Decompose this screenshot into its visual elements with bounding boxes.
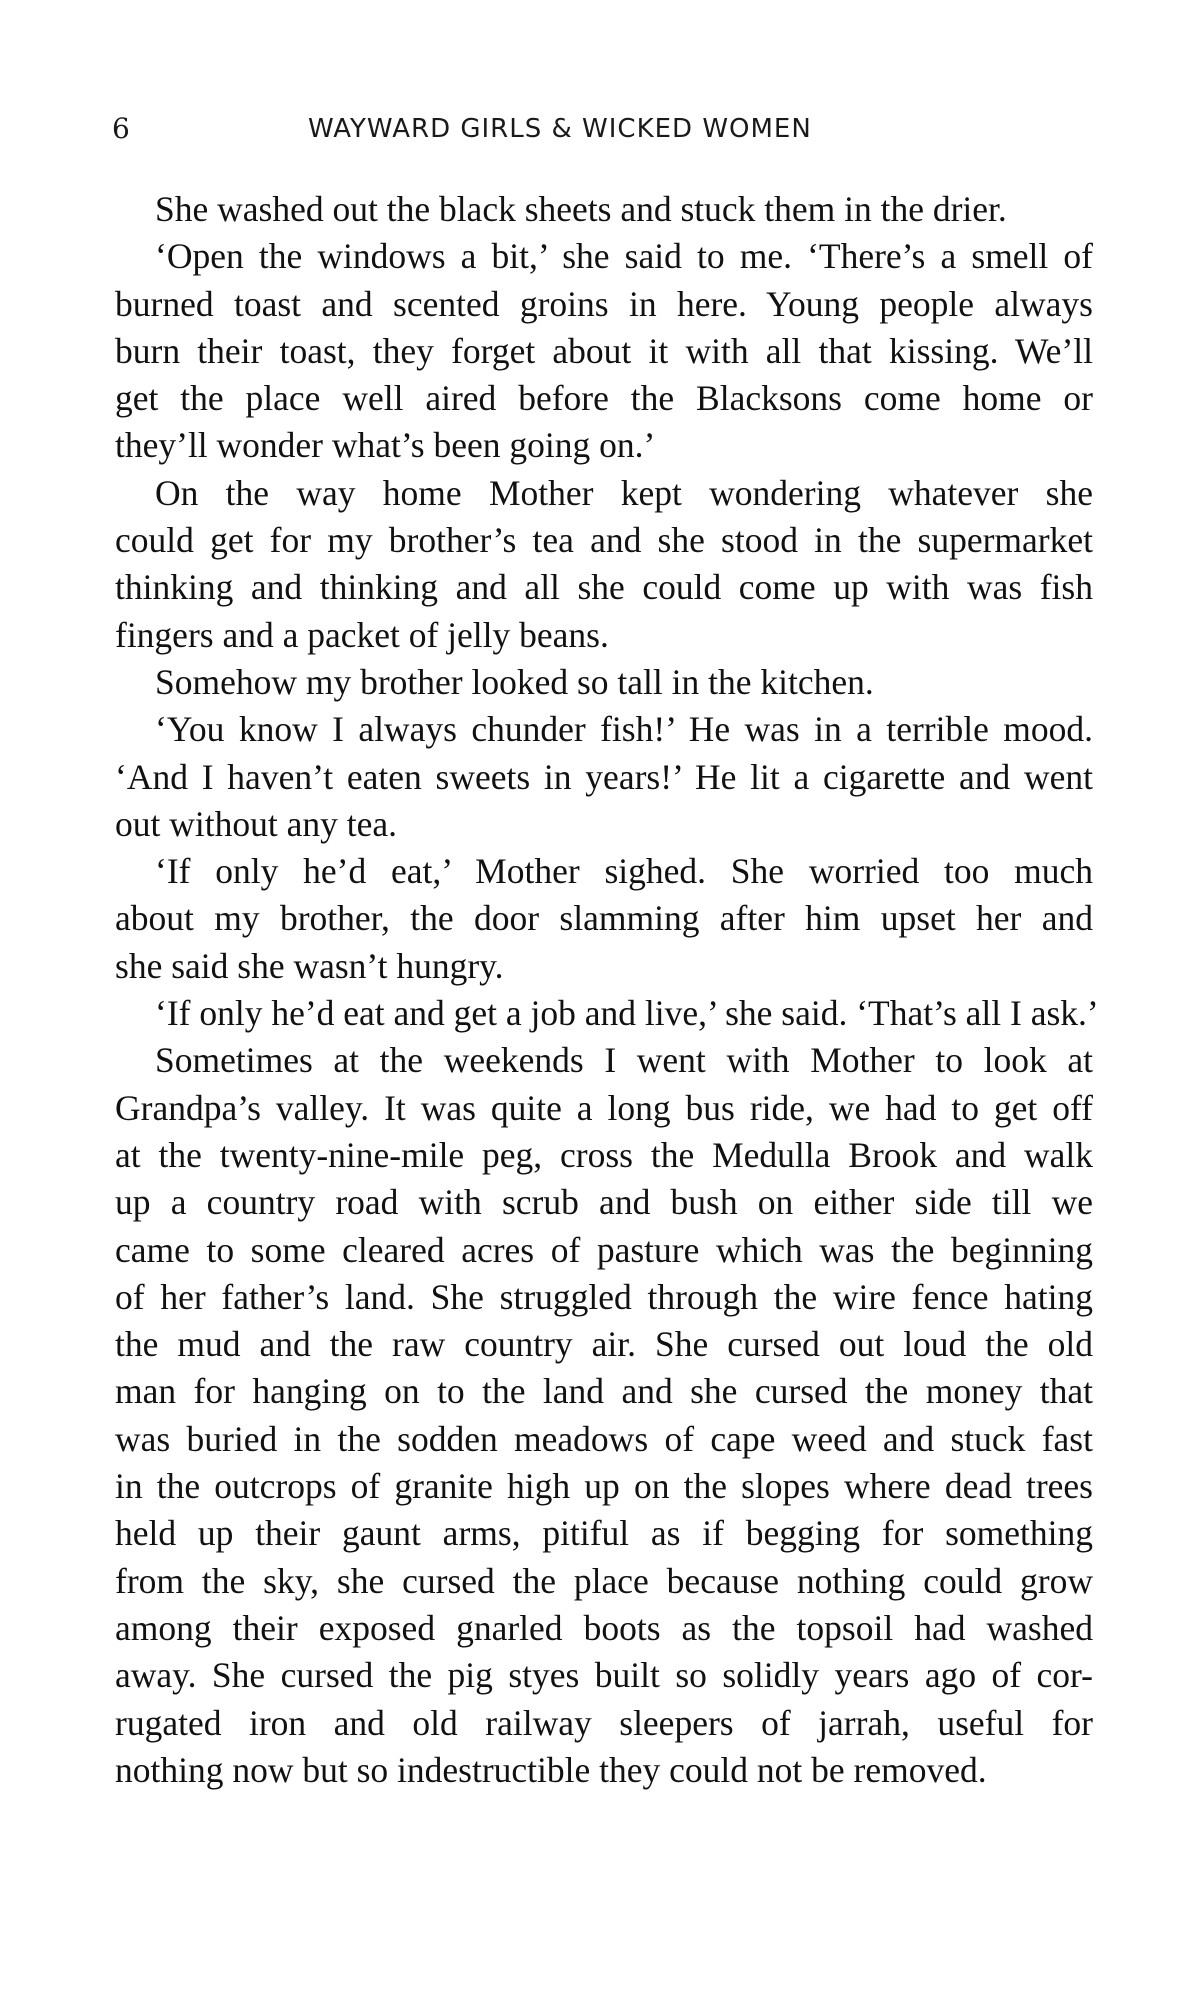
paragraph — [115, 848, 1093, 990]
paragraph — [115, 186, 1093, 233]
text-line: from the sky, she cursed the place because nothing could grow — [115, 1560, 1093, 1601]
text-line: among their exposed gnarled boots as the topsoil had washed — [115, 1607, 1093, 1648]
text-line: man for hanging on to the land and she cursed the money that — [115, 1371, 1093, 1412]
paragraph — [115, 1037, 1093, 1794]
text-line: they’ll wonder what’s been going on.’ — [115, 425, 656, 466]
text-line: ‘Open the windows a bit,’ she said to me. ‘There’s a smell of — [155, 236, 1093, 277]
text-line: ‘You know I always chunder fish!’ He was in a terrible mood. — [155, 709, 1093, 750]
paragraph — [115, 706, 1093, 848]
paragraph — [115, 233, 1093, 469]
text-line: Grandpa’s valley. It was quite a long bus ride, we had to get off — [115, 1087, 1093, 1128]
text-line: ‘If only he’d eat,’ Mother sighed. She worried too much — [155, 851, 1093, 892]
paragraph — [115, 659, 1093, 706]
text-line: She washed out the black sheets and stuck them in the drier. — [155, 189, 1007, 229]
text-line: get the place well aired before the Blacksons come home or — [115, 378, 1093, 419]
text-line: came to some cleared acres of pasture which was the beginning — [115, 1229, 1093, 1270]
text-line: about my brother, the door slamming after him upset her and — [115, 898, 1093, 939]
text-line: up a country road with scrub and bush on either side till we — [115, 1182, 1093, 1223]
text-line: thinking and thinking and all she could come up with was fish — [115, 567, 1093, 608]
page-number: 6 — [112, 112, 131, 145]
text-line: burned toast and scented groins in here. Young people always — [115, 283, 1093, 324]
text-line: Sometimes at the weekends I went with Mother to look at — [155, 1040, 1093, 1081]
text-line: in the outcrops of granite high up on the slopes where dead trees — [115, 1466, 1093, 1507]
text-line: she said she wasn’t hungry. — [115, 945, 504, 986]
text-line: ‘And I haven’t eaten sweets in years!’ He lit a cigarette and went — [115, 756, 1093, 797]
text-line: burn their toast, they forget about it with all that kissing. We’ll — [115, 330, 1093, 371]
text-line: held up their gaunt arms, pitiful as if begging for something — [115, 1513, 1093, 1554]
text-line: fingers and a packet of jelly beans. — [115, 614, 609, 655]
text-line: Somehow my brother looked so tall in the kitchen. — [155, 661, 874, 702]
running-head — [112, 112, 1082, 152]
paragraph — [115, 470, 1093, 659]
text-line: rugated iron and old railway sleepers of jarrah, useful for — [115, 1702, 1093, 1743]
text-line: at the twenty-nine-mile peg, cross the Medulla Brook and walk — [115, 1134, 1093, 1175]
book-title: WAYWARD GIRLS & WICKED WOMEN — [308, 114, 812, 144]
text-line: could get for my brother’s tea and she stood in the supermarket — [115, 520, 1093, 561]
text-line: out without any tea. — [115, 803, 397, 844]
body-text — [115, 186, 1099, 1794]
text-line: was buried in the sodden meadows of cape weed and stuck fast — [115, 1418, 1093, 1459]
text-line: the mud and the raw country air. She cursed out loud the old — [115, 1324, 1093, 1365]
text-line: ‘If only he’d eat and get a job and live,’ she said. ‘That’s all I ask.’ — [155, 993, 1099, 1034]
text-line: of her father’s land. She struggled through the wire fence hating — [115, 1276, 1093, 1317]
text-line: On the way home Mother kept wondering whatever she — [155, 472, 1093, 513]
text-line: nothing now but so indestructible they could not be removed. — [115, 1749, 987, 1790]
paragraph — [115, 990, 1099, 1037]
text-line: away. She cursed the pig styes built so solidly years ago of cor- — [115, 1655, 1093, 1696]
